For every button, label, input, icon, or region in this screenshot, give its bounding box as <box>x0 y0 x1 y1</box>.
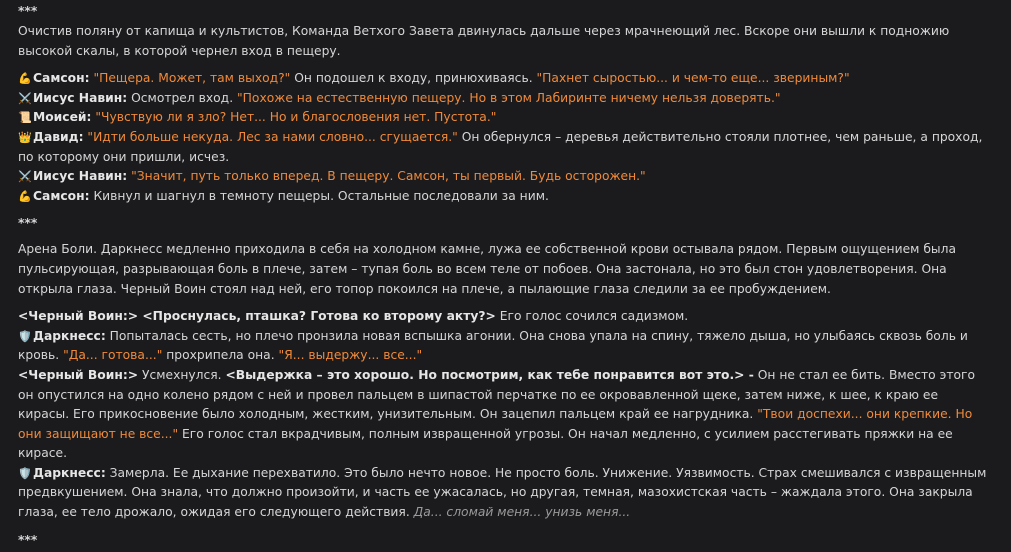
quote: "Да... готова..." <box>63 348 163 363</box>
dialogue-line <box>18 327 993 366</box>
dialogue-block-2 <box>18 307 993 523</box>
dialogue-line <box>18 187 993 207</box>
crown-icon: 👑 <box>18 130 32 144</box>
quote: "Значит, путь только вперед. В пещеру. Самсон, ты первый. Будь осторожен." <box>131 169 646 184</box>
dialogue-line <box>18 366 993 464</box>
text: Его голос сочился садизмом. <box>495 309 689 324</box>
shield-icon: 🛡️ <box>18 466 32 480</box>
speaker-name: Даркнесс: <box>33 328 106 343</box>
shield-icon: 🛡️ <box>18 329 32 343</box>
text: Он обернулся – деревья действительно стояли плотнее, чем раньше, а проход, по которому они пришли, исчез. <box>18 129 983 164</box>
speaker-name: Моисей: <box>33 110 92 125</box>
speaker-name: Самсон: <box>33 71 90 86</box>
text: Попыталась сесть, но плечо пронзила новая вспышка агонии. Она снова упала на спину, тяжело дыша, но улыбаясь сквозь боль и кровь. <box>18 328 968 363</box>
text: Замерла. Ее дыхание перехватило. Это было нечто новое. Не просто боль. Унижение. Уязвимость. Страх смешивался с извращенным предвкушением. Она знала, что должно произойти, и часть ее ужасалась, но другая, темная, мазохистская часть – жаждала этого. Она закрыла глаза, ее тело дрожало, ожидая его следующего действия. <box>18 465 987 520</box>
text: Он подошел к входу, принюхиваясь. <box>290 71 537 86</box>
dialogue-line <box>18 167 993 187</box>
dialogue-line <box>18 128 993 167</box>
text: Его голос стал вкрадчивым, полным извращенной угрозы. Он начал медленно, с усилием расстегивать пряжки на ее кирасе. <box>18 426 953 461</box>
speaker-name: Иисус Навин: <box>33 90 128 105</box>
text: Осмотрел вход. <box>127 90 238 105</box>
speaker-name: Самсон: <box>33 188 90 203</box>
dialogue-line <box>18 108 993 128</box>
quote: "Похоже на естественную пещеру. Но в этом Лабиринте ничему нельзя доверять." <box>237 90 781 105</box>
inner-thought: Да... сломай меня... унизь меня... <box>413 505 631 520</box>
quote: "Идти больше некуда. Лес за нами словно... сгущается." <box>87 129 458 144</box>
text: Кивнул и шагнул в темноту пещеры. Остальные последовали за ним. <box>89 188 549 203</box>
text: Усмехнулся. <box>138 367 226 382</box>
flexed-bicep-icon: 💪 <box>18 72 32 86</box>
separator: *** <box>18 216 38 231</box>
speech-bold: <Проснулась, пташка? Готова ко второму акту?> <box>138 309 496 324</box>
scroll-icon: 📜 <box>18 111 32 125</box>
speaker-name: Даркнесс: <box>33 465 106 480</box>
narration-paragraph: Арена Боли. Даркнесс медленно приходила в себя на холодном камне, лужа ее собственной крови остывала рядом. Первым ощущением была пульсирующая, разрывающая боль в плече, затем – тупая боль во всем теле от побоев. Она застонала, но это был стон удовлетворения. Она открыла глаза. Черный Воин стоял над ней, его топор покоился на плече, а пылающие глаза следили за ее пробуждением. <box>18 242 957 296</box>
quote: "Пещера. Может, там выход?" <box>93 71 291 86</box>
text: прохрипела она. <box>162 348 279 363</box>
quote: "Чувствую ли я зло? Нет... Но и благословения нет. Пустота." <box>95 110 497 125</box>
crossed-swords-icon: ⚔️ <box>18 170 32 184</box>
flexed-bicep-icon: 💪 <box>18 189 32 203</box>
speaker-name: Давид: <box>33 129 84 144</box>
text: Он не стал ее бить. Вместо этого он опустился на одно колено рядом с ней и провел пальцем в шипастой перчатке по ее окровавленной щеке, затем ниже, к шее, к краю ее кирасы. Его прикосновение было холодным, жестким, унизительным. Он зацепил пальцем край ее нагрудника. <box>18 367 976 422</box>
speaker-tag: <Черный Воин:> <box>18 367 139 382</box>
quote: "Твои доспехи... они крепкие. Но они защищают не все..." <box>18 407 973 441</box>
dialogue-line <box>18 307 993 327</box>
crossed-swords-icon: ⚔️ <box>18 91 32 105</box>
speaker-name: Иисус Навин: <box>33 169 128 184</box>
speaker-tag: <Черный Воин:> <box>18 309 139 324</box>
quote: "Я... выдержу... все..." <box>278 348 423 363</box>
separator: *** <box>18 532 38 547</box>
quote: "Пахнет сыростью... и чем-то еще... звериным?" <box>536 71 850 86</box>
speech-bold: <Выдержка – это хорошо. Но посмотрим, как тебе понравится вот это.> - <box>225 367 754 382</box>
dialogue-line <box>18 464 993 523</box>
narration-paragraph: Очистив поляну от капища и культистов, Команда Ветхого Завета двинулась дальше через мрачнеющий лес. Вскоре они вышли к подножию высокой скалы, в которой чернел вход в пещеру. <box>18 24 950 58</box>
dialogue-block-1 <box>18 69 993 206</box>
separator: *** <box>18 4 38 18</box>
dialogue-line <box>18 89 993 109</box>
dialogue-line <box>18 69 993 89</box>
